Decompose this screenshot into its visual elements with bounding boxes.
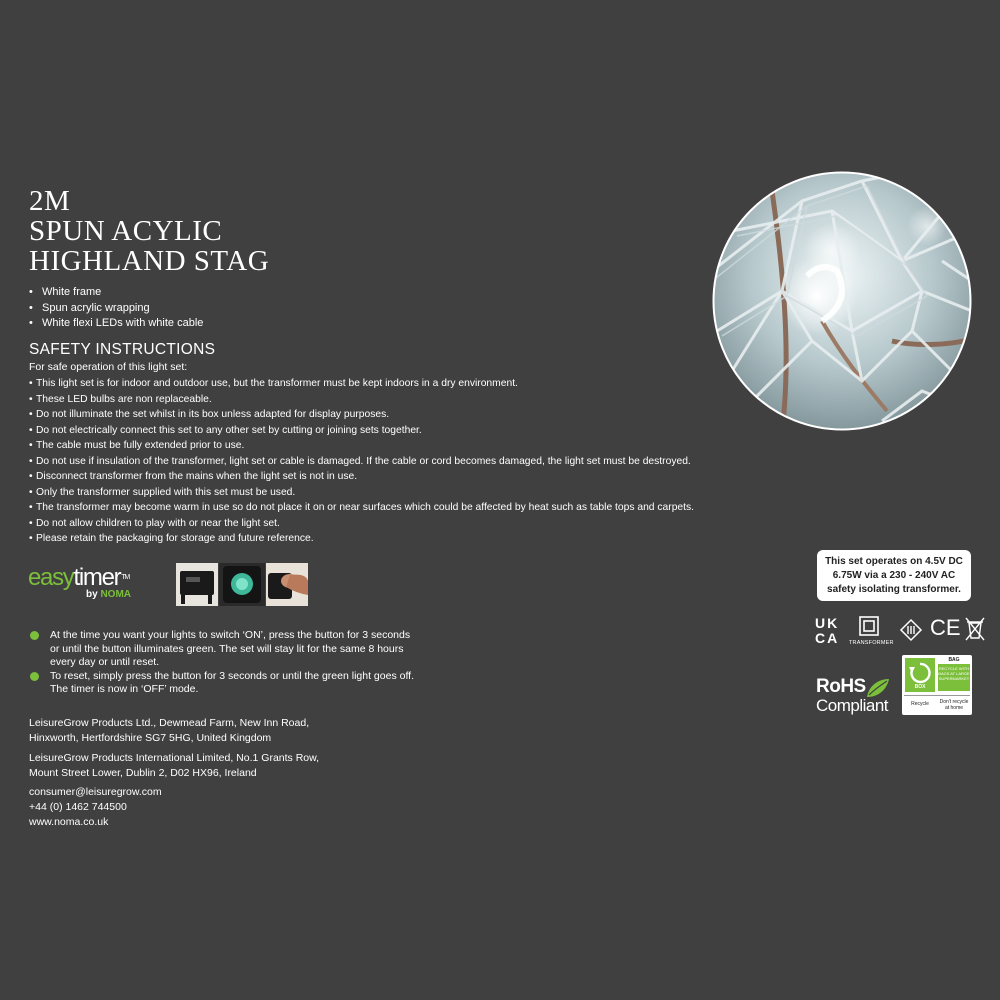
safety-item: • Disconnect transformer from the mains when the light set is not in use. [29, 469, 694, 485]
safety-heading: SAFETY INSTRUCTIONS [29, 341, 216, 358]
instruction-line: To reset, simply press the button for 3 seconds or until the green light goes off. [50, 669, 415, 682]
ce-mark-icon: CE [930, 615, 961, 640]
safety-intro: For safe operation of this light set: [29, 361, 188, 373]
safety-item: • The transformer may become warm in use so do not place it on or near surfaces which could be affected by heat such as table tops and carpets. [29, 500, 694, 516]
class-iii-icon [899, 618, 923, 642]
timer-instruction-item [30, 629, 414, 670]
instruction-line: or until the button illuminates green. The set will stay lit for the same 8 hours [50, 642, 404, 655]
uk-address [29, 716, 309, 746]
instruction-line: every day or until reset. [50, 656, 160, 668]
title-line: 2M [29, 185, 71, 217]
easytimer-wordmark [28, 565, 129, 591]
logo-by: by [86, 589, 101, 600]
product-title [29, 186, 269, 276]
ukca-mark-icon [815, 616, 843, 646]
safety-item: • Do not electrically connect this set to any other set by cutting or joining sets together. [29, 423, 694, 439]
logo-tm: TM [121, 574, 129, 581]
timer-instructions [30, 629, 414, 697]
safety-item: • Do not allow children to play with or near the light set. [29, 516, 694, 532]
safety-item: • These LED bulbs are non replaceable. [29, 392, 694, 408]
feature-item: • White frame [29, 285, 203, 301]
safety-item: • The cable must be fully extended prior to use. [29, 438, 694, 454]
feature-list [29, 285, 203, 332]
divider [904, 695, 970, 696]
feature-item: • White flexi LEDs with white cable [29, 316, 203, 332]
timer-photos [176, 563, 308, 606]
spec-line: safety isolating transformer. [827, 583, 961, 595]
timer-instruction-item [30, 670, 414, 697]
contact-details [29, 785, 162, 830]
contact-email: consumer@leisuregrow.com [29, 786, 162, 798]
address-line: LeisureGrow Products Ltd., Dewmead Farm, New Inn Road, [29, 717, 310, 729]
recycle-bag-note: RECYCLE WITH BAGS AT LARGE SUPERMARKET [938, 664, 970, 691]
dont-recycle-text: Don't recycle at home [939, 699, 969, 711]
safety-item: • Do not use if insulation of the transformer, light set or cable is damaged. If the cable or cord becomes damaged, the light set must be destroyed. [29, 454, 694, 470]
logo-easy: easy [28, 564, 74, 591]
weee-bin-icon [964, 616, 986, 642]
recycling-label [902, 655, 972, 715]
certification-marks [815, 615, 975, 650]
rohs-compliant-mark [816, 677, 896, 715]
recycle-text: Recycle [911, 701, 929, 707]
instruction-line: At the time you want your lights to switch ‘ON’, press the button for 3 seconds [50, 629, 411, 641]
title-line: SPUN ACYLIC [29, 215, 223, 247]
finger-press-photo [266, 563, 308, 606]
title-line: HIGHLAND STAG [29, 245, 270, 277]
recycle-box-label: BOX [914, 684, 926, 690]
logo-timer: timer [73, 564, 121, 591]
logo-by-noma [86, 589, 131, 601]
address-line: Mount Street Lower, Dublin 2, D02 HX96, Ireland [29, 767, 257, 779]
safety-item: • This light set is for indoor and outdoor use, but the transformer must be kept indoors in a dry environment. [29, 376, 694, 392]
safety-item: • Do not illuminate the set whilst in its box unless adapted for display purposes. [29, 407, 694, 423]
transformer-label: TRANSFORMER [849, 640, 894, 646]
ukca-top: UK [815, 615, 840, 631]
address-line: LeisureGrow Products International Limited, No.1 Grants Row, [29, 752, 320, 764]
safety-list [29, 376, 694, 547]
button-photo [219, 563, 265, 606]
rohs-sub: Compliant [816, 696, 889, 715]
product-closeup-photo [712, 171, 972, 431]
contact-web: www.noma.co.uk [29, 816, 109, 828]
green-dot-icon [30, 631, 39, 640]
contact-phone: +44 (0) 1462 744500 [29, 801, 127, 813]
ukca-bottom: CA [815, 630, 840, 646]
rohs-title: RoHS [816, 676, 866, 697]
green-dot-icon [30, 672, 39, 681]
recycle-bag-label: BAG [948, 657, 960, 663]
instruction-line: The timer is now in ‘OFF’ mode. [50, 683, 199, 695]
spec-line: 6.75W via a 230 - 240V AC [832, 569, 956, 581]
leaf-icon [865, 677, 891, 699]
logo-noma: NOMA [100, 589, 132, 600]
safety-item: • Please retain the packaging for storage and future reference. [29, 531, 694, 547]
easytimer-logo [28, 565, 156, 607]
ie-address [29, 751, 319, 781]
address-line: Hinxworth, Hertfordshire SG7 5HG, United Kingdom [29, 732, 272, 744]
power-spec-box [817, 550, 971, 601]
spec-line: This set operates on 4.5V DC [825, 555, 963, 567]
transformer-photo [176, 563, 218, 606]
safety-item: • Only the transformer supplied with this set must be used. [29, 485, 694, 501]
feature-item: • Spun acrylic wrapping [29, 301, 203, 317]
